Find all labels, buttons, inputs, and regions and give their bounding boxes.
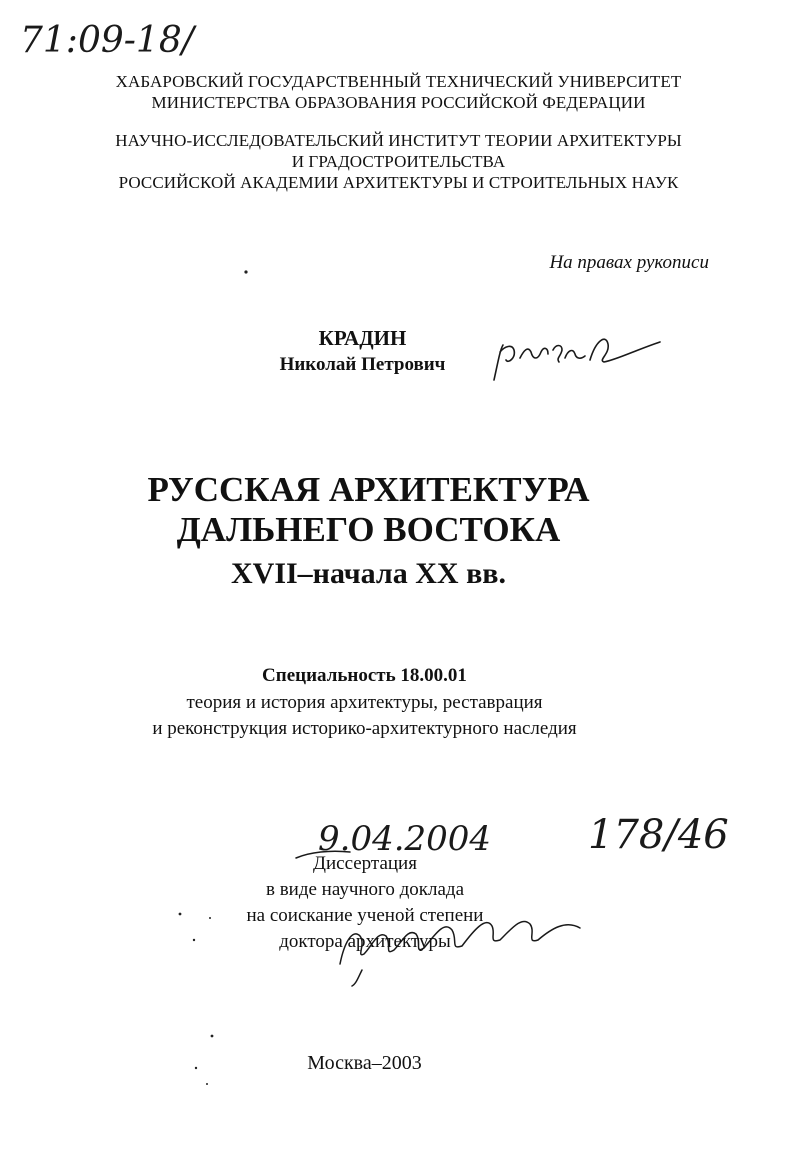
handwritten-date: 9.04.2004	[318, 819, 492, 859]
dissertation-label: Диссертация	[313, 853, 417, 874]
city-year: Москва–2003	[307, 1052, 422, 1074]
university-name: ХАБАРОВСКИЙ ГОСУДАРСТВЕННЫЙ ТЕХНИЧЕСКИЙ УНИВЕРСИТЕТ	[115, 72, 682, 91]
catalog-number-handwritten: 71:09-18/	[20, 20, 194, 61]
rights-note: На правах рукописи	[549, 252, 709, 273]
handwritten-sheet-number: 178/46	[588, 812, 729, 858]
dissertation-form: в виде научного доклада	[265, 879, 465, 900]
title-line-2: ДАЛЬНЕГО ВОСТОКА	[176, 510, 561, 549]
specialty-line-1: теория и история архитектуры, реставрация	[186, 692, 543, 713]
author-surname: КРАДИН	[318, 326, 407, 350]
title-line-3: XVII–начала XX вв.	[230, 557, 506, 590]
author-name: Николай Петрович	[279, 354, 446, 375]
institute-line-3: РОССИЙСКОЙ АКАДЕМИИ АРХИТЕКТУРЫ И СТРОИТЕЛЬНЫХ НАУК	[118, 173, 679, 192]
specialty-code: Специальность 18.00.01	[262, 665, 467, 686]
institute-line-2: И ГРАДОСТРОИТЕЛЬСТВА	[291, 152, 506, 171]
ministry-name: МИНИСТЕРСТВА ОБРАЗОВАНИЯ РОССИЙСКОЙ ФЕДЕРАЦИИ	[151, 93, 646, 112]
dissertation-degree: доктора архитектуры	[279, 931, 451, 952]
specialty-line-2: и реконструкция историко-архитектурного наследия	[152, 718, 577, 739]
dissertation-purpose: на соискание ученой степени	[246, 905, 484, 926]
title-line-1: РУССКАЯ АРХИТЕКТУРА	[147, 470, 590, 509]
institute-line-1: НАУЧНО-ИССЛЕДОВАТЕЛЬСКИЙ ИНСТИТУТ ТЕОРИИ АРХИТЕКТУРЫ	[115, 131, 682, 150]
